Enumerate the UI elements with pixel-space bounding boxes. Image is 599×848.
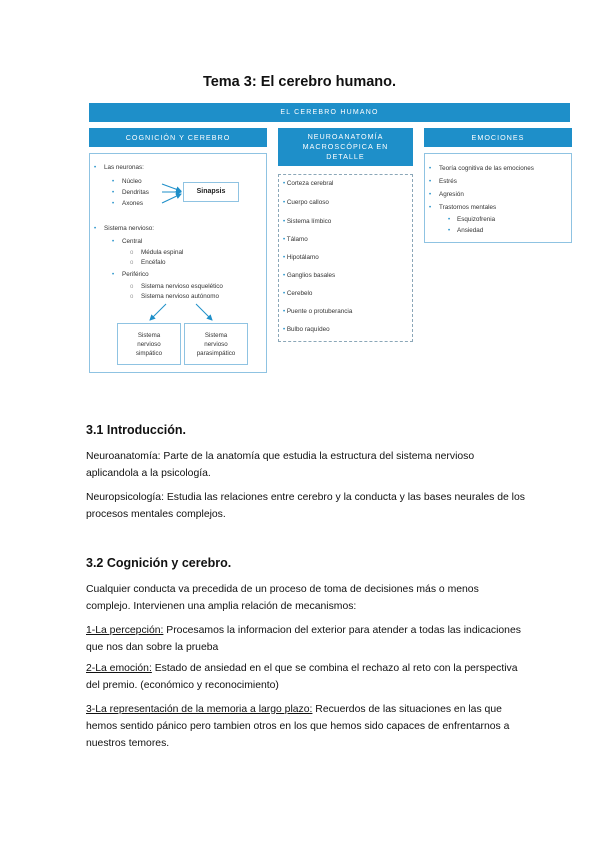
paragraph-emocion — [86, 660, 526, 694]
column-header-neuroanatomia: NEUROANATOMÍA MACROSCÓPICA EN DETALLE — [278, 128, 413, 166]
teoria-label: Teoría cognitiva de las emociones — [439, 165, 534, 172]
axones-label: Axones — [122, 200, 144, 207]
list-item — [283, 326, 352, 344]
esquizofrenia-label: Esquizofrenia — [457, 216, 496, 223]
circle-bullet-icon: o — [130, 260, 134, 266]
diagram-banner: EL CEREBRO HUMANO — [89, 103, 570, 122]
bullet-icon: • — [283, 181, 286, 187]
bullet-icon: • — [283, 237, 286, 243]
section-heading-cognicion: 3.2 Cognición y cerebro. — [86, 556, 232, 570]
nucleo-label: Núcleo — [122, 178, 142, 185]
list-item-label: Cerebelo — [286, 290, 313, 297]
dendritas-label: Dendritas — [122, 189, 149, 196]
list-item — [283, 236, 352, 254]
item-label-emocion: 2-La emoción: — [86, 663, 152, 674]
item-text-emocion: Estado de ansiedad en el que se combina el rechazo al reto con la perspectiva del premio. (económico y reconocimiento) — [86, 663, 518, 691]
bullet-icon: • — [94, 226, 97, 232]
item-text-percepcion: Procesamos la informacion del exterior para atender a todas las indicaciones que nos dan sobre la prueba — [86, 625, 521, 653]
list-item — [283, 290, 352, 308]
item-label-percepcion: 1-La percepción: — [86, 625, 164, 636]
bullet-icon: • — [283, 255, 286, 261]
sinapsis-box: Sinapsis — [183, 182, 239, 202]
column-header-cognicion: COGNICIÓN Y CEREBRO — [89, 128, 267, 147]
list-item-label: Corteza cerebral — [286, 180, 334, 187]
neuroanatomia-list — [283, 180, 352, 344]
bullet-icon: • — [429, 192, 432, 198]
agresion-label: Agresión — [439, 191, 464, 198]
page-title: Tema 3: El cerebro humano. — [202, 74, 397, 90]
list-item-label: Hipotálamo — [286, 254, 319, 261]
bullet-icon: • — [429, 179, 432, 185]
circle-bullet-icon: o — [130, 294, 134, 300]
item-text-memoria: Recuerdos de las situaciones en las que hemos sentido pánico pero tambien otros en los que hemos sido capaces de enfrentarnos a nuestros temores. — [86, 704, 510, 749]
list-item-label: Ganglios basales — [286, 272, 336, 279]
item-label-memoria: 3-La representación de la memoria a largo plazo: — [86, 704, 313, 715]
bullet-icon: • — [283, 327, 286, 333]
list-item — [283, 254, 352, 272]
column-header-emociones: EMOCIONES — [424, 128, 572, 147]
medula-label: Médula espinal — [141, 249, 184, 256]
trastornos-label: Trastornos mentales — [439, 204, 497, 211]
encefalo-label: Encéfalo — [141, 259, 166, 266]
arrow-axones-sinapsis — [162, 194, 181, 203]
bullet-icon: • — [283, 291, 286, 297]
section-heading-introduccion: 3.1 Introducción. — [86, 423, 187, 437]
list-item-label: Sistema límbico — [286, 218, 332, 225]
paragraph-percepcion — [86, 622, 526, 656]
paragraph-neuropsicologia: Neuropsicología: Estudia las relaciones entre cerebro y la conducta y las bases neurales de los procesos mentales complejos. — [86, 492, 525, 520]
arrow-to-parasimpatico — [196, 304, 212, 320]
circle-bullet-icon: o — [130, 284, 134, 290]
bullet-icon: • — [448, 217, 451, 223]
list-item — [283, 272, 352, 290]
bullet-icon: • — [94, 165, 97, 171]
simpatico-box: Sistema nervioso simpático — [117, 323, 181, 365]
list-item-label: Tálamo — [286, 236, 308, 243]
arrow-nucleo-sinapsis — [162, 184, 181, 191]
bullet-icon: • — [283, 273, 286, 279]
bullet-icon: • — [283, 309, 286, 315]
list-item — [283, 308, 352, 326]
list-item-label: Cuerpo calloso — [286, 199, 329, 206]
bullet-icon: • — [429, 166, 432, 172]
bullet-icon: • — [112, 201, 115, 207]
paragraph-intro: Cualquier conducta va precedida de un proceso de toma de decisiones más o menos complejo. Intervienen una amplia relación de mecanismos: — [86, 584, 479, 612]
bullet-icon: • — [112, 272, 115, 278]
bullet-icon: • — [112, 179, 115, 185]
bullet-icon: • — [448, 228, 451, 234]
periferico-label: Periférico — [122, 271, 149, 278]
ansiedad-label: Ansiedad — [457, 227, 484, 234]
list-item — [283, 218, 352, 236]
central-label: Central — [122, 238, 143, 245]
list-item-label: Bulbo raquídeo — [286, 326, 330, 333]
bullet-icon: • — [112, 239, 115, 245]
bullet-icon: • — [283, 200, 286, 206]
estres-label: Estrés — [439, 178, 457, 185]
bullet-icon: • — [283, 219, 286, 225]
bullet-icon: • — [429, 205, 432, 211]
sistema-label: Sistema nervioso: — [104, 225, 155, 232]
paragraph-memoria — [86, 701, 526, 752]
neuronas-label: Las neuronas: — [104, 164, 144, 171]
esqueletico-label: Sistema nervioso esquelético — [141, 283, 223, 290]
arrow-to-simpatico — [150, 304, 166, 320]
list-item-label: Puente o protuberancia — [286, 308, 353, 315]
list-item — [283, 199, 352, 218]
autonomo-label: Sistema nervioso autónomo — [141, 293, 220, 300]
paragraph-neuroanatomia: Neuroanatomía: Parte de la anatomía que estudia la estructura del sistema nervioso aplicandola a la psicología. — [86, 451, 475, 479]
bullet-icon: • — [112, 190, 115, 196]
list-item — [283, 180, 352, 199]
circle-bullet-icon: o — [130, 250, 134, 256]
parasimpatico-box: Sistema nervioso parasimpático — [184, 323, 248, 365]
